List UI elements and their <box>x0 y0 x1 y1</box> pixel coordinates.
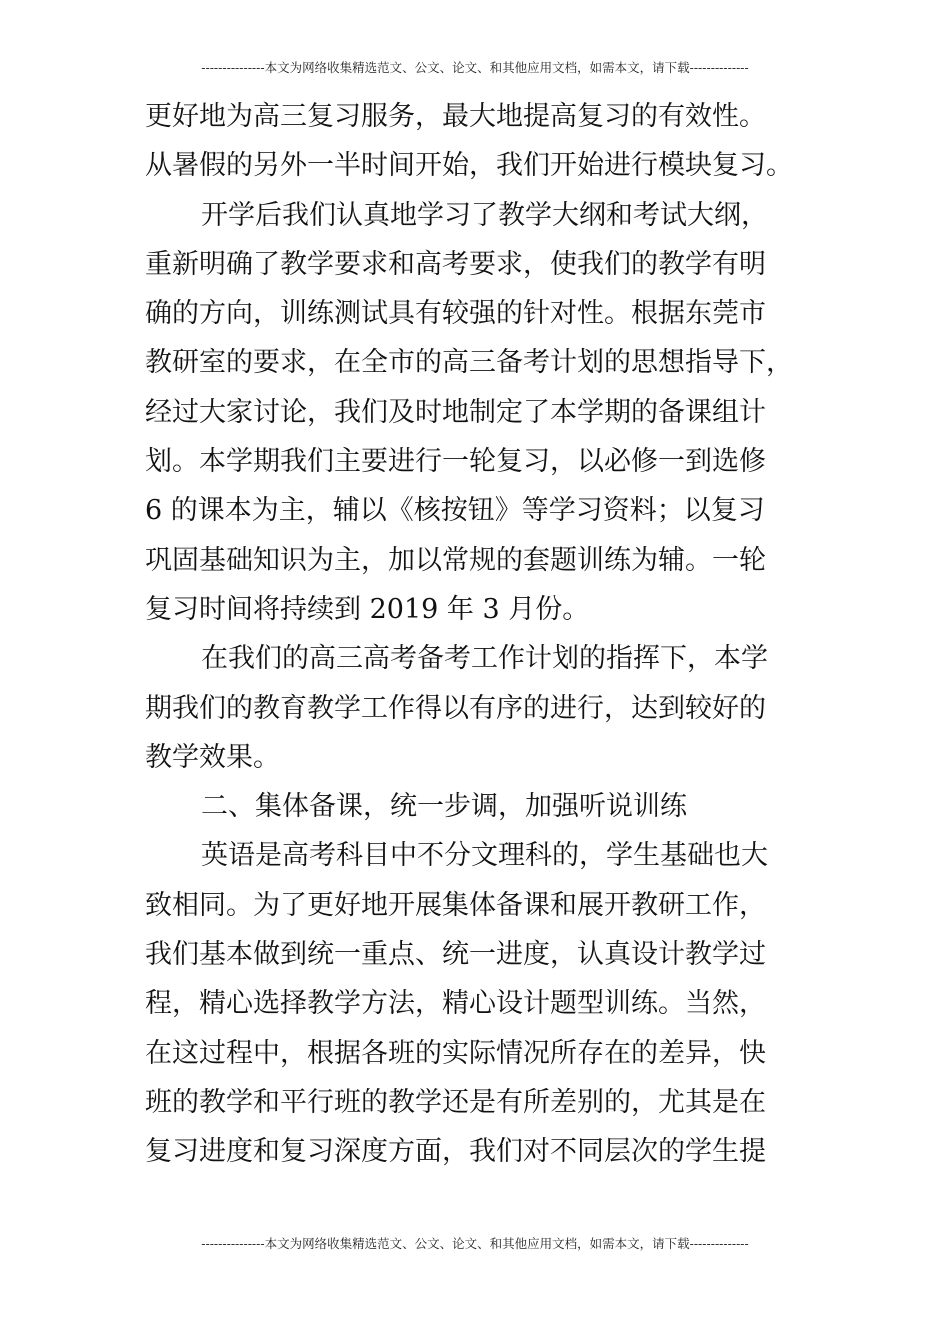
paragraph-start-line: 开学后我们认真地学习了教学大纲和考试大纲， <box>201 199 768 231</box>
text-line: 致相同。为了更好地开展集体备课和展开教研工作， <box>145 889 766 921</box>
page-footer: ---------------本文为网络收集精选范文、公文、论文、和其他应用文档，如需本文，请下载-------------- <box>201 1236 749 1251</box>
text-line: 教学效果。 <box>145 741 280 773</box>
text-line: 划。本学期我们主要进行一轮复习，以必修一到选修 <box>145 446 766 478</box>
text-line: 在这过程中，根据各班的实际情况所存在的差异，快 <box>145 1037 766 1069</box>
text-line: 巩固基础知识为主，加以常规的套题训练为辅。一轮 <box>145 544 766 576</box>
text-line: 程，精心选择教学方法，精心设计题型训练。当然， <box>145 988 766 1020</box>
section-heading: 二、集体备课，统一步调，加强听说训练 <box>201 791 687 823</box>
text-line: 教研室的要求，在全市的高三备考计划的思想指导下， <box>145 347 793 379</box>
text-line: 6 的课本为主，辅以《核按钮》等学习资料；以复习 <box>145 495 765 527</box>
text-line: 期我们的教育教学工作得以有序的进行，达到较好的 <box>145 692 766 724</box>
text-line: 复习时间将持续到 2019 年 3 月份。 <box>145 593 590 625</box>
text-line: 复习进度和复习深度方面，我们对不同层次的学生提 <box>145 1136 766 1168</box>
text-line: 更好地为高三复习服务，最大地提高复习的有效性。 <box>145 101 766 132</box>
text-line: 经过大家讨论，我们及时地制定了本学期的备课组计 <box>145 396 766 428</box>
text-line: 我们基本做到统一重点、统一进度，认真设计教学过 <box>145 939 766 971</box>
document-body <box>145 92 810 1177</box>
page-header: ---------------本文为网络收集精选范文、公文、论文、和其他应用文档，如需本文，请下载-------------- <box>201 60 749 75</box>
text-line: 班的教学和平行班的教学还是有所差别的，尤其是在 <box>145 1086 766 1118</box>
text-line: 确的方向，训练测试具有较强的针对性。根据东莞市 <box>145 298 766 330</box>
text-line: 从暑假的另外一半时间开始，我们开始进行模块复习。 <box>145 150 793 182</box>
text-line: 重新明确了教学要求和高考要求，使我们的教学有明 <box>145 248 766 280</box>
paragraph-start-line: 英语是高考科目中不分文理科的，学生基础也大 <box>201 840 768 872</box>
paragraph-start-line: 在我们的高三高考备考工作计划的指挥下，本学 <box>201 643 768 675</box>
